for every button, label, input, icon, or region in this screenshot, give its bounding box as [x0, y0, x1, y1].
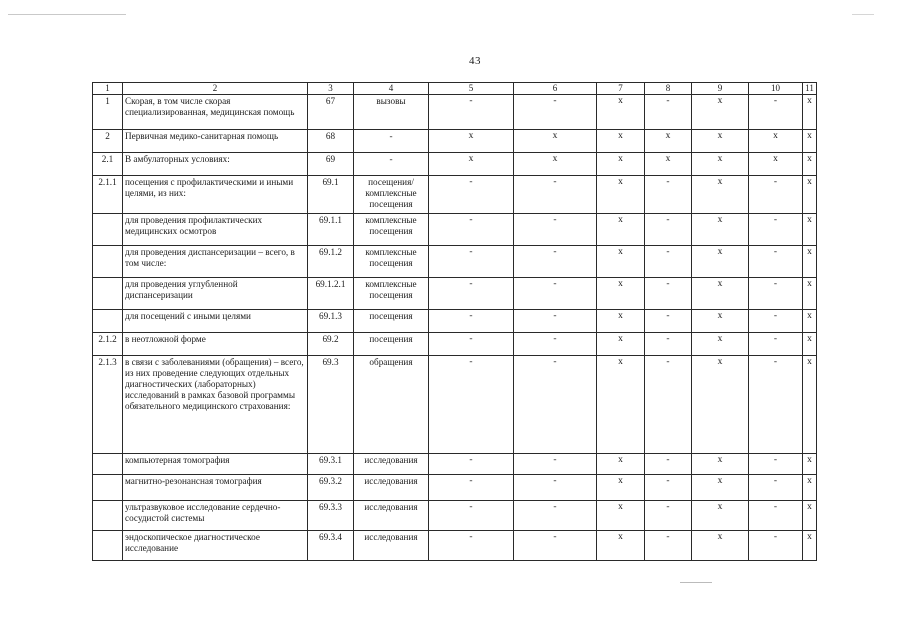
value-cell-col-10: х	[749, 153, 803, 176]
value-cell-col-6: -	[514, 214, 597, 246]
row-name-cell: ультразвуковое исследование сердечно-сосудистой системы	[123, 501, 308, 531]
value-cell-col-7: х	[597, 246, 645, 278]
row-number-cell: 2.1	[93, 153, 123, 176]
row-name-cell: в неотложной форме	[123, 333, 308, 356]
value-cell-col-7: х	[597, 310, 645, 333]
row-unit-cell: обращения	[354, 356, 429, 454]
header-cell-2: 2	[123, 83, 308, 95]
row-unit-cell: комплексные посещения	[354, 214, 429, 246]
data-table	[92, 82, 817, 561]
value-cell-col-5: -	[429, 310, 514, 333]
value-cell-col-9: х	[692, 531, 749, 561]
value-cell-col-7: х	[597, 333, 645, 356]
table-row	[93, 214, 817, 246]
header-cell-5: 5	[429, 83, 514, 95]
table-row	[93, 95, 817, 130]
table-row	[93, 310, 817, 333]
value-cell-col-5: -	[429, 176, 514, 214]
value-cell-col-9: х	[692, 153, 749, 176]
row-line-code-cell: 69.1.3	[308, 310, 354, 333]
value-cell-col-8: -	[645, 333, 692, 356]
value-cell-col-9: х	[692, 454, 749, 475]
value-cell-col-9: х	[692, 310, 749, 333]
header-cell-6: 6	[514, 83, 597, 95]
table-row	[93, 333, 817, 356]
row-line-code-cell: 68	[308, 130, 354, 153]
value-cell-col-5: -	[429, 356, 514, 454]
table-header-row	[93, 83, 817, 95]
value-cell-col-8: -	[645, 501, 692, 531]
row-number-cell	[93, 310, 123, 333]
value-cell-col-10: -	[749, 333, 803, 356]
value-cell-col-11: х	[803, 95, 817, 130]
value-cell-col-8: х	[645, 130, 692, 153]
row-number-cell	[93, 501, 123, 531]
value-cell-col-6: -	[514, 176, 597, 214]
value-cell-col-9: х	[692, 278, 749, 310]
value-cell-col-9: х	[692, 333, 749, 356]
table-row	[93, 501, 817, 531]
value-cell-col-8: -	[645, 278, 692, 310]
value-cell-col-7: х	[597, 278, 645, 310]
row-number-cell: 2.1.2	[93, 333, 123, 356]
scan-artifact-top-left	[8, 14, 126, 15]
row-name-cell: посещения с профилактическими и иными целями, из них:	[123, 176, 308, 214]
table-row	[93, 246, 817, 278]
row-name-cell: для проведения углубленной диспансеризации	[123, 278, 308, 310]
value-cell-col-6: х	[514, 130, 597, 153]
table-row	[93, 176, 817, 214]
row-line-code-cell: 69.3.2	[308, 475, 354, 501]
row-name-cell: магнитно-резонансная томография	[123, 475, 308, 501]
table-row	[93, 130, 817, 153]
value-cell-col-8: -	[645, 531, 692, 561]
row-line-code-cell: 69.3.4	[308, 531, 354, 561]
value-cell-col-7: х	[597, 475, 645, 501]
scan-artifact-bottom	[680, 582, 712, 583]
value-cell-col-6: -	[514, 501, 597, 531]
value-cell-col-5: -	[429, 246, 514, 278]
value-cell-col-10: -	[749, 214, 803, 246]
value-cell-col-9: х	[692, 501, 749, 531]
row-name-cell: для проведения профилактических медицинских осмотров	[123, 214, 308, 246]
row-unit-cell: посещения/ комплексные посещения	[354, 176, 429, 214]
row-unit-cell: -	[354, 130, 429, 153]
value-cell-col-5: -	[429, 501, 514, 531]
header-cell-4: 4	[354, 83, 429, 95]
value-cell-col-9: х	[692, 130, 749, 153]
row-unit-cell: исследования	[354, 531, 429, 561]
value-cell-col-9: х	[692, 176, 749, 214]
value-cell-col-9: х	[692, 356, 749, 454]
table-row	[93, 531, 817, 561]
row-line-code-cell: 67	[308, 95, 354, 130]
row-name-cell: компьютерная томография	[123, 454, 308, 475]
value-cell-col-5: -	[429, 475, 514, 501]
value-cell-col-8: -	[645, 214, 692, 246]
row-line-code-cell: 69.1.1	[308, 214, 354, 246]
row-number-cell	[93, 278, 123, 310]
table-row	[93, 278, 817, 310]
row-name-cell: для проведения диспансеризации – всего, в том числе:	[123, 246, 308, 278]
row-number-cell: 1	[93, 95, 123, 130]
value-cell-col-9: х	[692, 475, 749, 501]
header-cell-8: 8	[645, 83, 692, 95]
value-cell-col-5: -	[429, 333, 514, 356]
value-cell-col-11: х	[803, 310, 817, 333]
value-cell-col-7: х	[597, 356, 645, 454]
value-cell-col-8: -	[645, 95, 692, 130]
value-cell-col-10: -	[749, 475, 803, 501]
value-cell-col-5: -	[429, 454, 514, 475]
table-row	[93, 153, 817, 176]
row-unit-cell: исследования	[354, 501, 429, 531]
value-cell-col-11: х	[803, 214, 817, 246]
row-unit-cell: посещения	[354, 333, 429, 356]
value-cell-col-9: х	[692, 214, 749, 246]
row-line-code-cell: 69.3.3	[308, 501, 354, 531]
value-cell-col-5: -	[429, 95, 514, 130]
row-line-code-cell: 69.1.2.1	[308, 278, 354, 310]
value-cell-col-9: х	[692, 246, 749, 278]
table-row	[93, 356, 817, 454]
value-cell-col-5: -	[429, 531, 514, 561]
row-name-cell: Скорая, в том числе скорая специализированная, медицинская помощь	[123, 95, 308, 130]
value-cell-col-8: -	[645, 475, 692, 501]
header-cell-7: 7	[597, 83, 645, 95]
value-cell-col-10: -	[749, 95, 803, 130]
header-cell-11: 11	[803, 83, 817, 95]
value-cell-col-5: -	[429, 278, 514, 310]
scan-artifact-top-right	[852, 14, 874, 15]
header-cell-1: 1	[93, 83, 123, 95]
value-cell-col-6: -	[514, 454, 597, 475]
value-cell-col-6: -	[514, 475, 597, 501]
value-cell-col-6: х	[514, 153, 597, 176]
row-line-code-cell: 69.1.2	[308, 246, 354, 278]
header-cell-10: 10	[749, 83, 803, 95]
value-cell-col-6: -	[514, 531, 597, 561]
value-cell-col-11: х	[803, 356, 817, 454]
row-number-cell	[93, 454, 123, 475]
row-unit-cell: посещения	[354, 310, 429, 333]
value-cell-col-9: х	[692, 95, 749, 130]
value-cell-col-10: -	[749, 501, 803, 531]
value-cell-col-6: -	[514, 246, 597, 278]
row-name-cell: В амбулаторных условиях:	[123, 153, 308, 176]
row-number-cell	[93, 214, 123, 246]
value-cell-col-10: -	[749, 310, 803, 333]
value-cell-col-8: -	[645, 176, 692, 214]
value-cell-col-11: х	[803, 246, 817, 278]
row-line-code-cell: 69	[308, 153, 354, 176]
value-cell-col-11: х	[803, 475, 817, 501]
row-line-code-cell: 69.3.1	[308, 454, 354, 475]
header-cell-9: 9	[692, 83, 749, 95]
value-cell-col-7: х	[597, 531, 645, 561]
value-cell-col-5: х	[429, 130, 514, 153]
row-number-cell: 2	[93, 130, 123, 153]
value-cell-col-5: -	[429, 214, 514, 246]
row-name-cell: в связи с заболеваниями (обращения) – всего, из них проведение следующих отдельных диагностических (лабораторных) исследований в рамках базовой программы обязательного медицинского страхования:	[123, 356, 308, 454]
value-cell-col-11: х	[803, 531, 817, 561]
row-number-cell: 2.1.3	[93, 356, 123, 454]
value-cell-col-11: х	[803, 333, 817, 356]
value-cell-col-6: -	[514, 95, 597, 130]
row-unit-cell: исследования	[354, 475, 429, 501]
row-unit-cell: вызовы	[354, 95, 429, 130]
value-cell-col-11: х	[803, 501, 817, 531]
value-cell-col-11: х	[803, 454, 817, 475]
value-cell-col-8: х	[645, 153, 692, 176]
table-row	[93, 475, 817, 501]
row-name-cell: Первичная медико-санитарная помощь	[123, 130, 308, 153]
value-cell-col-10: -	[749, 454, 803, 475]
row-unit-cell: комплексные посещения	[354, 246, 429, 278]
value-cell-col-7: х	[597, 454, 645, 475]
row-line-code-cell: 69.2	[308, 333, 354, 356]
row-number-cell	[93, 475, 123, 501]
value-cell-col-10: х	[749, 130, 803, 153]
row-unit-cell: комплексные посещения	[354, 278, 429, 310]
value-cell-col-10: -	[749, 176, 803, 214]
row-name-cell: для посещений с иными целями	[123, 310, 308, 333]
row-line-code-cell: 69.3	[308, 356, 354, 454]
value-cell-col-7: х	[597, 501, 645, 531]
value-cell-col-6: -	[514, 310, 597, 333]
value-cell-col-7: х	[597, 153, 645, 176]
value-cell-col-7: х	[597, 95, 645, 130]
value-cell-col-10: -	[749, 531, 803, 561]
value-cell-col-8: -	[645, 246, 692, 278]
value-cell-col-10: -	[749, 278, 803, 310]
value-cell-col-10: -	[749, 356, 803, 454]
value-cell-col-11: х	[803, 176, 817, 214]
row-name-cell: эндоскопическое диагностическое исследование	[123, 531, 308, 561]
value-cell-col-6: -	[514, 333, 597, 356]
header-cell-3: 3	[308, 83, 354, 95]
value-cell-col-6: -	[514, 278, 597, 310]
value-cell-col-8: -	[645, 310, 692, 333]
row-unit-cell: -	[354, 153, 429, 176]
value-cell-col-5: х	[429, 153, 514, 176]
value-cell-col-6: -	[514, 356, 597, 454]
value-cell-col-11: х	[803, 278, 817, 310]
value-cell-col-8: -	[645, 356, 692, 454]
value-cell-col-11: х	[803, 153, 817, 176]
value-cell-col-7: х	[597, 214, 645, 246]
value-cell-col-7: х	[597, 130, 645, 153]
value-cell-col-11: х	[803, 130, 817, 153]
value-cell-col-7: х	[597, 176, 645, 214]
row-unit-cell: исследования	[354, 454, 429, 475]
row-number-cell: 2.1.1	[93, 176, 123, 214]
value-cell-col-8: -	[645, 454, 692, 475]
page-number: 43	[469, 55, 481, 67]
row-number-cell	[93, 531, 123, 561]
value-cell-col-10: -	[749, 246, 803, 278]
table-row	[93, 454, 817, 475]
row-line-code-cell: 69.1	[308, 176, 354, 214]
row-number-cell	[93, 246, 123, 278]
